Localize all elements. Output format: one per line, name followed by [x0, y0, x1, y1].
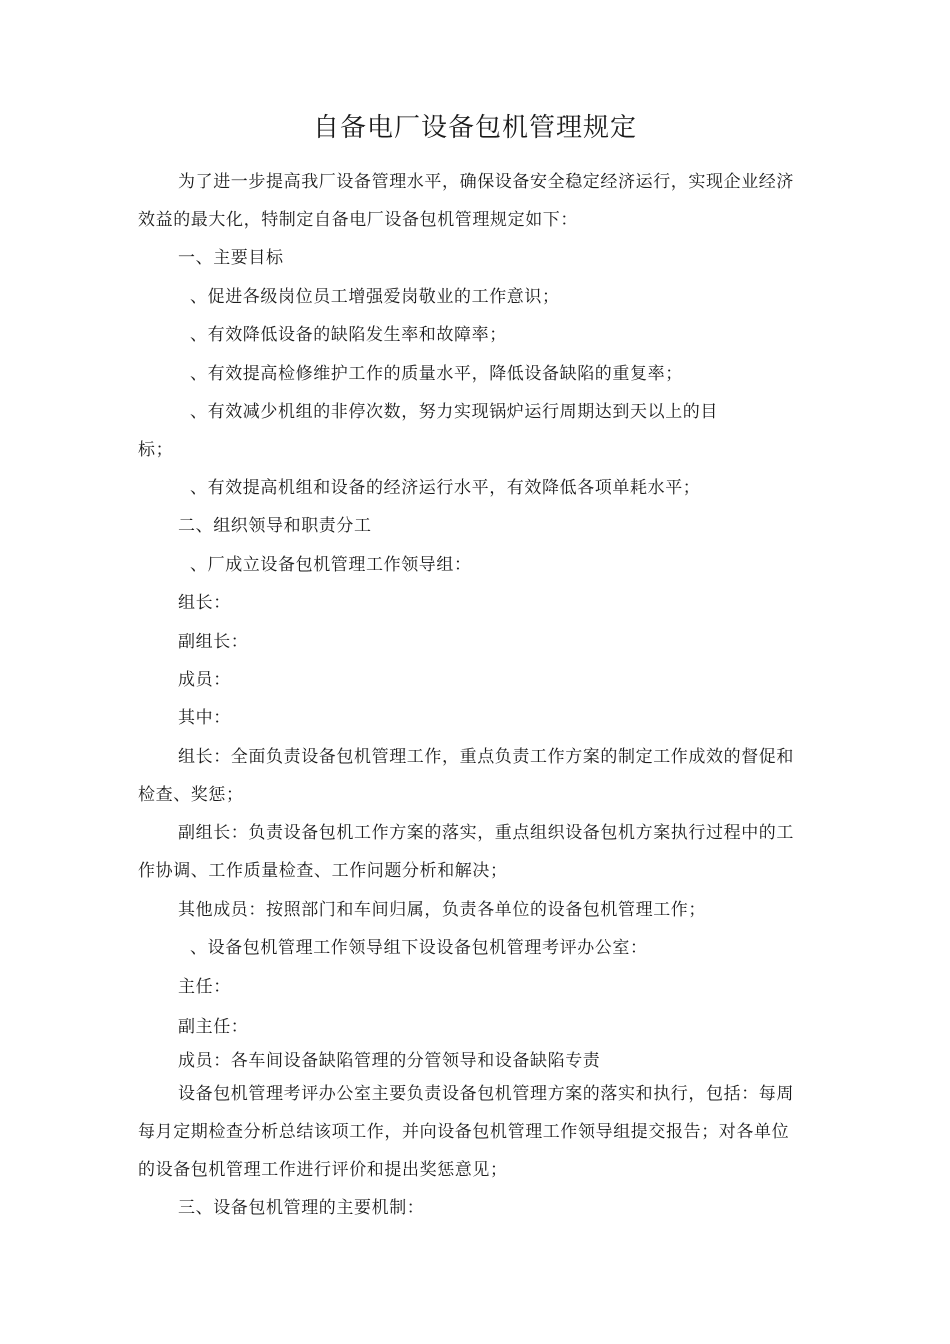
- duty-leader-line-2: 检查、奖惩；: [138, 785, 244, 805]
- list-item: 、有效提高检修维护工作的质量水平，降低设备缺陷的重复率；: [190, 364, 683, 384]
- paragraph-intro-line-2: 效益的最大化，特制定自备电厂设备包机管理规定如下：: [138, 210, 578, 230]
- role-deputy-label: 副组长：: [178, 632, 249, 652]
- role-member-label: 成员：: [178, 670, 231, 690]
- document-title: 自备电厂设备包机管理规定: [312, 113, 637, 143]
- list-item: 、有效降低设备的缺陷发生率和故障率；: [190, 325, 507, 345]
- section-heading-1: 一、主要目标: [178, 248, 284, 268]
- section-heading-2: 二、组织领导和职责分工: [178, 516, 372, 536]
- list-item: 、有效提高机组和设备的经济运行水平，有效降低各项单耗水平；: [190, 478, 701, 498]
- list-item: 、厂成立设备包机管理工作领导组：: [190, 555, 472, 575]
- paragraph-intro-line-1: 为了进一步提高我厂设备管理水平，确保设备安全稳定经济运行，实现企业经济: [178, 172, 794, 192]
- office-director-label: 主任：: [178, 977, 231, 997]
- office-duty-line-3: 的设备包机管理工作进行评价和提出奖惩意见；: [138, 1160, 508, 1180]
- list-item-continuation: 标；: [138, 440, 174, 460]
- office-duty-line-2: 每月定期检查分析总结该项工作，并向设备包机管理工作领导组提交报告；对各单位: [138, 1122, 790, 1142]
- list-item: 、促进各级岗位员工增强爱岗敬业的工作意识；: [190, 287, 560, 307]
- among-label: 其中：: [178, 708, 231, 728]
- duty-deputy-line-1: 副组长：负责设备包机工作方案的落实，重点组织设备包机方案执行过程中的工: [178, 823, 794, 843]
- list-item: 、设备包机管理工作领导组下设设备包机管理考评办公室：: [190, 938, 648, 958]
- duty-leader-line-1: 组长：全面负责设备包机管理工作，重点负责工作方案的制定工作成效的督促和: [178, 747, 794, 767]
- role-leader-label: 组长：: [178, 593, 231, 613]
- office-deputy-director-label: 副主任：: [178, 1017, 249, 1037]
- duty-members-line: 其他成员：按照部门和车间归属，负责各单位的设备包机管理工作；: [178, 900, 706, 920]
- list-item: 、有效减少机组的非停次数，努力实现锅炉运行周期达到天以上的目: [190, 402, 718, 422]
- office-duty-line-1: 设备包机管理考评办公室主要负责设备包机管理方案的落实和执行，包括：每周: [178, 1084, 794, 1104]
- section-heading-3: 三、设备包机管理的主要机制：: [178, 1198, 425, 1218]
- duty-deputy-line-2: 作协调、工作质量检查、工作问题分析和解决；: [138, 861, 508, 881]
- office-members-line: 成员：各车间设备缺陷管理的分管领导和设备缺陷专责: [178, 1051, 601, 1071]
